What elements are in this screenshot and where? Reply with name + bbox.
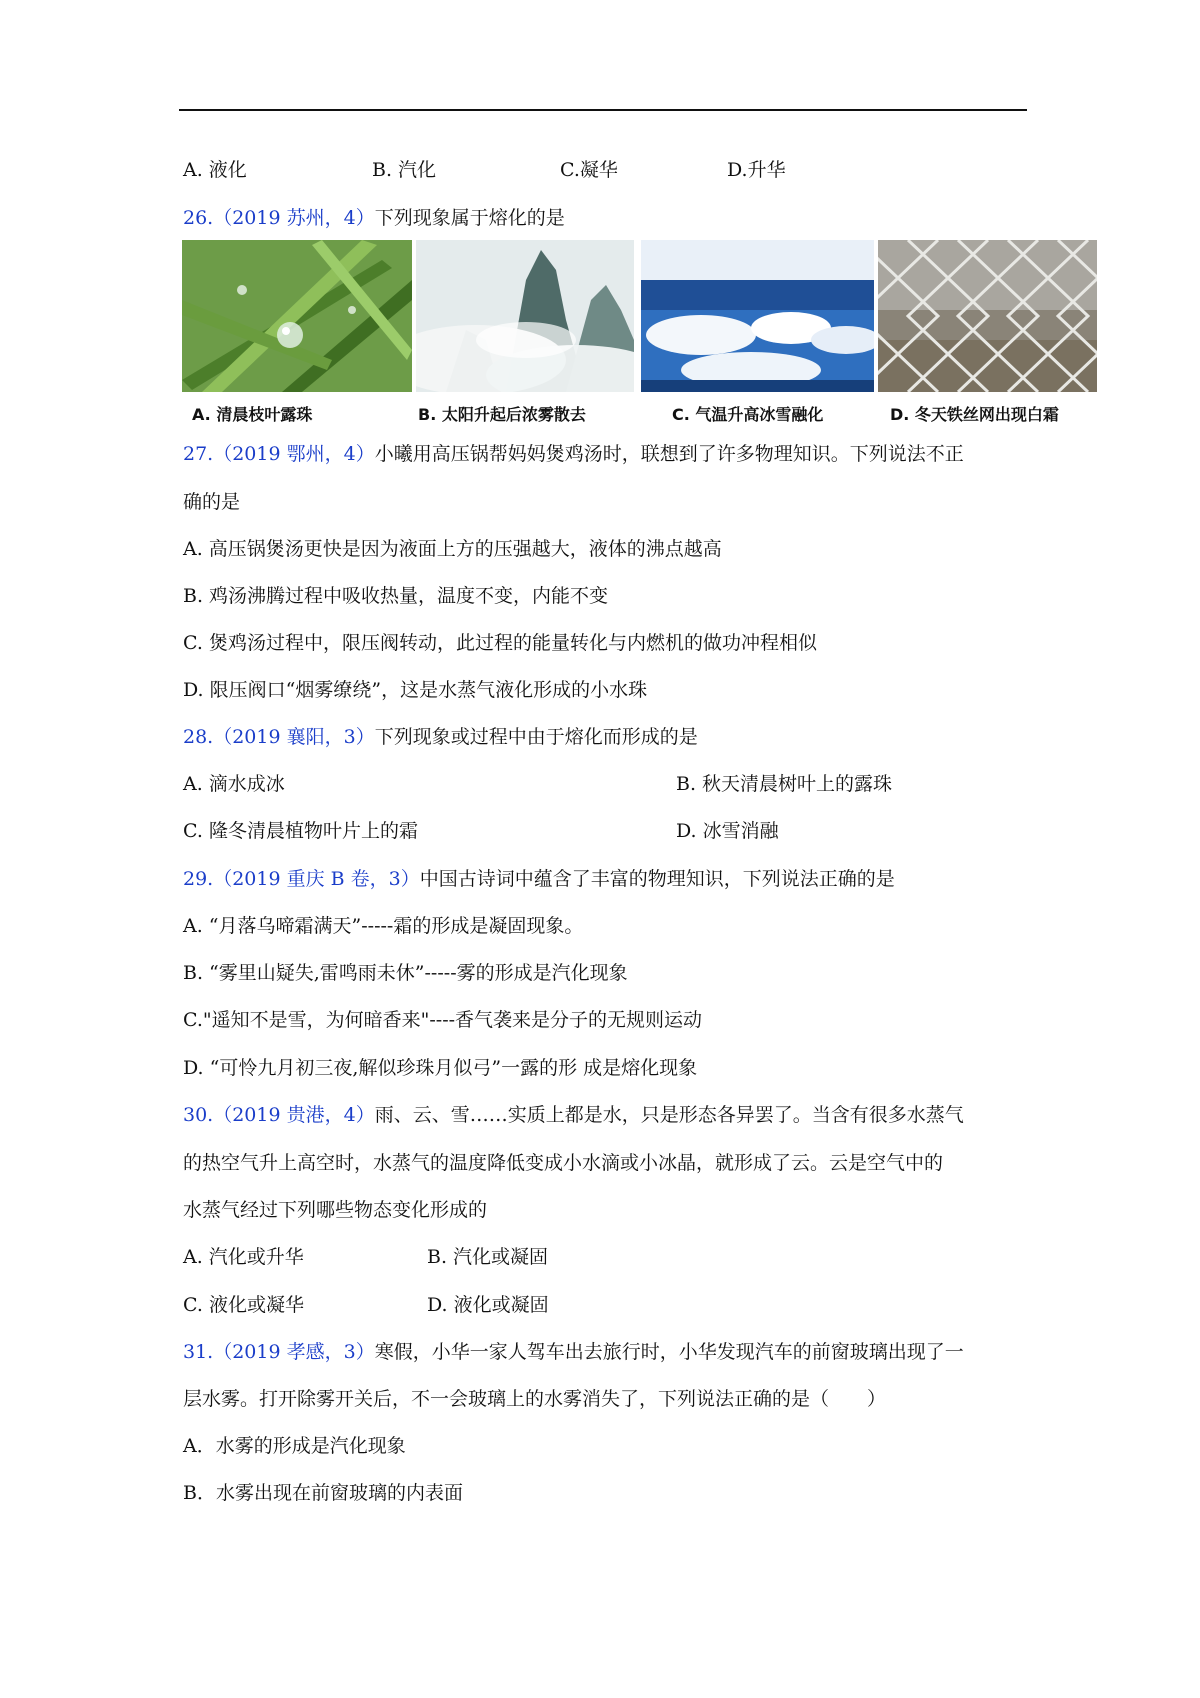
prev-option-a: A. 液化	[183, 159, 247, 181]
q27-source: （2019 鄂州，4）	[213, 443, 375, 465]
q31-source: （2019 孝感，3）	[213, 1341, 375, 1363]
q27-text-line1: 小曦用高压锅帮妈妈煲鸡汤时，联想到了许多物理知识。下列说法不正	[374, 443, 964, 465]
q30-option-b: B. 汽化或凝固	[427, 1246, 549, 1268]
ice-photo	[641, 240, 874, 392]
caption-d: D. 冬天铁丝网出现白霜	[890, 405, 1059, 424]
q29-option-a: A. “月落乌啼霜满天”-----霜的形成是凝固现象。	[183, 915, 584, 937]
q29-option-d: D. “可怜九月初三夜,解似珍珠月似弓”一露的形 成是熔化现象	[183, 1057, 698, 1079]
q28-option-a: A. 滴水成冰	[183, 773, 285, 795]
prev-option-b: B. 汽化	[372, 159, 437, 181]
q26-source: （2019 苏州，4）	[213, 207, 375, 229]
prev-option-c: C.凝华	[560, 159, 618, 181]
q26-text: 下列现象属于熔化的是	[374, 207, 565, 229]
q28-text: 下列现象或过程中由于熔化而形成的是	[374, 726, 698, 748]
q31-text-line2: 层水雾。打开除雾开关后，不一会玻璃上的水雾消失了，下列说法正确的是（ ）	[183, 1388, 887, 1410]
q30-text-line1: 雨、云、雪……实质上都是水，只是形态各异罢了。当含有很多水蒸气	[374, 1104, 964, 1126]
fog-photo	[416, 240, 634, 392]
dew-photo	[182, 240, 412, 392]
q26-number: 26.	[183, 207, 214, 229]
header-rule	[179, 109, 1027, 111]
q31-option-b: B．水雾出现在前窗玻璃的内表面	[183, 1482, 463, 1504]
q29-number: 29.	[183, 868, 214, 890]
q26-image-strip	[182, 240, 1097, 428]
q27-text-line2: 确的是	[183, 491, 241, 513]
caption-b: B. 太阳升起后浓雾散去	[418, 405, 586, 424]
q31-number: 31.	[183, 1341, 214, 1363]
q30-option-a: A. 汽化或升华	[183, 1246, 304, 1268]
prev-option-d: D.升华	[727, 159, 786, 181]
frost-photo	[878, 240, 1097, 392]
q27-option-b: B. 鸡汤沸腾过程中吸收热量，温度不变，内能不变	[183, 585, 609, 607]
q30-source: （2019 贵港，4）	[213, 1104, 375, 1126]
q30-number: 30.	[183, 1104, 214, 1126]
q26-stem	[183, 205, 565, 231]
q27-number: 27.	[183, 443, 214, 465]
q29-text: 中国古诗词中蕴含了丰富的物理知识，下列说法正确的是	[419, 868, 895, 890]
q28-option-d: D. 冰雪消融	[676, 820, 779, 842]
q31-stem	[183, 1339, 964, 1365]
q28-source: （2019 襄阳，3）	[213, 726, 375, 748]
q27-option-d: D. 限压阀口“烟雾缭绕”，这是水蒸气液化形成的小水珠	[183, 679, 648, 701]
q27-option-c: C. 煲鸡汤过程中，限压阀转动，此过程的能量转化与内燃机的做功冲程相似	[183, 632, 817, 654]
q29-source: （2019 重庆 B 卷，3）	[213, 868, 420, 890]
q28-number: 28.	[183, 726, 214, 748]
q30-text-line2: 的热空气升上高空时，水蒸气的温度降低变成小水滴或小冰晶，就形成了云。云是空气中的	[183, 1152, 944, 1174]
q28-option-c: C. 隆冬清晨植物叶片上的霜	[183, 820, 418, 842]
caption-c: C. 气温升高冰雪融化	[672, 405, 824, 424]
q29-option-c: C."遥知不是雪，为何暗香来"----香气袭来是分子的无规则运动	[183, 1009, 703, 1031]
q28-stem	[183, 724, 698, 750]
q29-stem	[183, 866, 895, 892]
caption-a: A. 清晨枝叶露珠	[192, 405, 313, 424]
q30-text-line3: 水蒸气经过下列哪些物态变化形成的	[183, 1199, 488, 1221]
q27-option-a: A. 高压锅煲汤更快是因为液面上方的压强越大，液体的沸点越高	[183, 538, 722, 560]
q31-option-a: A．水雾的形成是汽化现象	[183, 1435, 406, 1457]
q29-option-b: B. “雾里山疑失,雷鸣雨未休”-----雾的形成是汽化现象	[183, 962, 628, 984]
q31-text-line1: 寒假，小华一家人驾车出去旅行时，小华发现汽车的前窗玻璃出现了一	[374, 1341, 964, 1363]
q27-stem	[183, 441, 964, 467]
q30-stem	[183, 1102, 964, 1128]
q30-option-c: C. 液化或凝华	[183, 1294, 304, 1316]
q30-option-d: D. 液化或凝固	[427, 1294, 549, 1316]
q28-option-b: B. 秋天清晨树叶上的露珠	[676, 773, 893, 795]
